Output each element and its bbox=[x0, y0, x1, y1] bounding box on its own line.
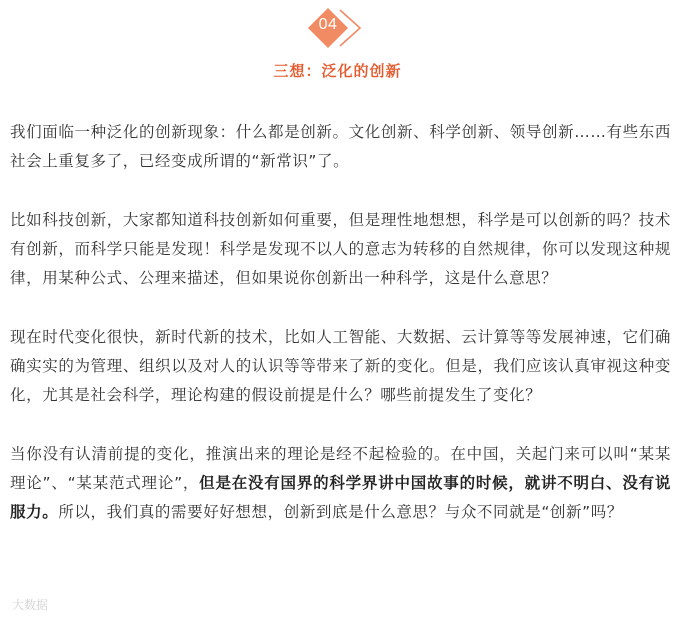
paragraph-3: 现在时代变化很快，新时代新的技术，比如人工智能、大数据、云计算等等发展神速，它们确确实实的为管理、组织以及对人的认识等等带来了新的变化。但是，我们应该认真审视这种变化，尤其是社会科学，理论构建的假设前提是什么？哪些前提发生了变化？ bbox=[10, 328, 671, 404]
paragraph-4-emphasis: 但是在没有国界的科学界讲中国故事的时候，就讲不明白、没有说服力。 bbox=[10, 474, 671, 521]
paragraph-2: 比如科技创新，大家都知道科技创新如何重要，但是理性地想想，科学是可以创新的吗？技术有创新，而科学只能是发现！科学是发现不以人的意志为转移的自然规律，你可以发现这种规律，用某种公式、公理来描述，但如果说你创新出一种科学，这是什么意思？ bbox=[10, 211, 671, 287]
section-badge bbox=[304, 6, 366, 50]
section-number: 04 bbox=[318, 16, 338, 33]
paragraph-1: 我们面临一种泛化的创新现象：什么都是创新。文化创新、科学创新、领导创新……有些东西社会上重复多了，已经变成所谓的“新常识”了。 bbox=[10, 123, 671, 170]
paragraph-4-ending: 所以，我们真的需要好好想想，创新到底是什么意思？与众不同就是“创新”吗？ bbox=[58, 503, 623, 521]
paragraph-4 bbox=[10, 440, 671, 527]
section-title: 三想：泛化的创新 bbox=[273, 62, 402, 80]
paragraph-4-intro: 当你没有认清前提的变化，推演出来的理论是经不起检验的。在中国，关起门来可以叫“某某理论”、“某某范式理论”， bbox=[10, 445, 671, 492]
article-body bbox=[10, 118, 671, 557]
watermark: 大数据 bbox=[12, 598, 49, 612]
